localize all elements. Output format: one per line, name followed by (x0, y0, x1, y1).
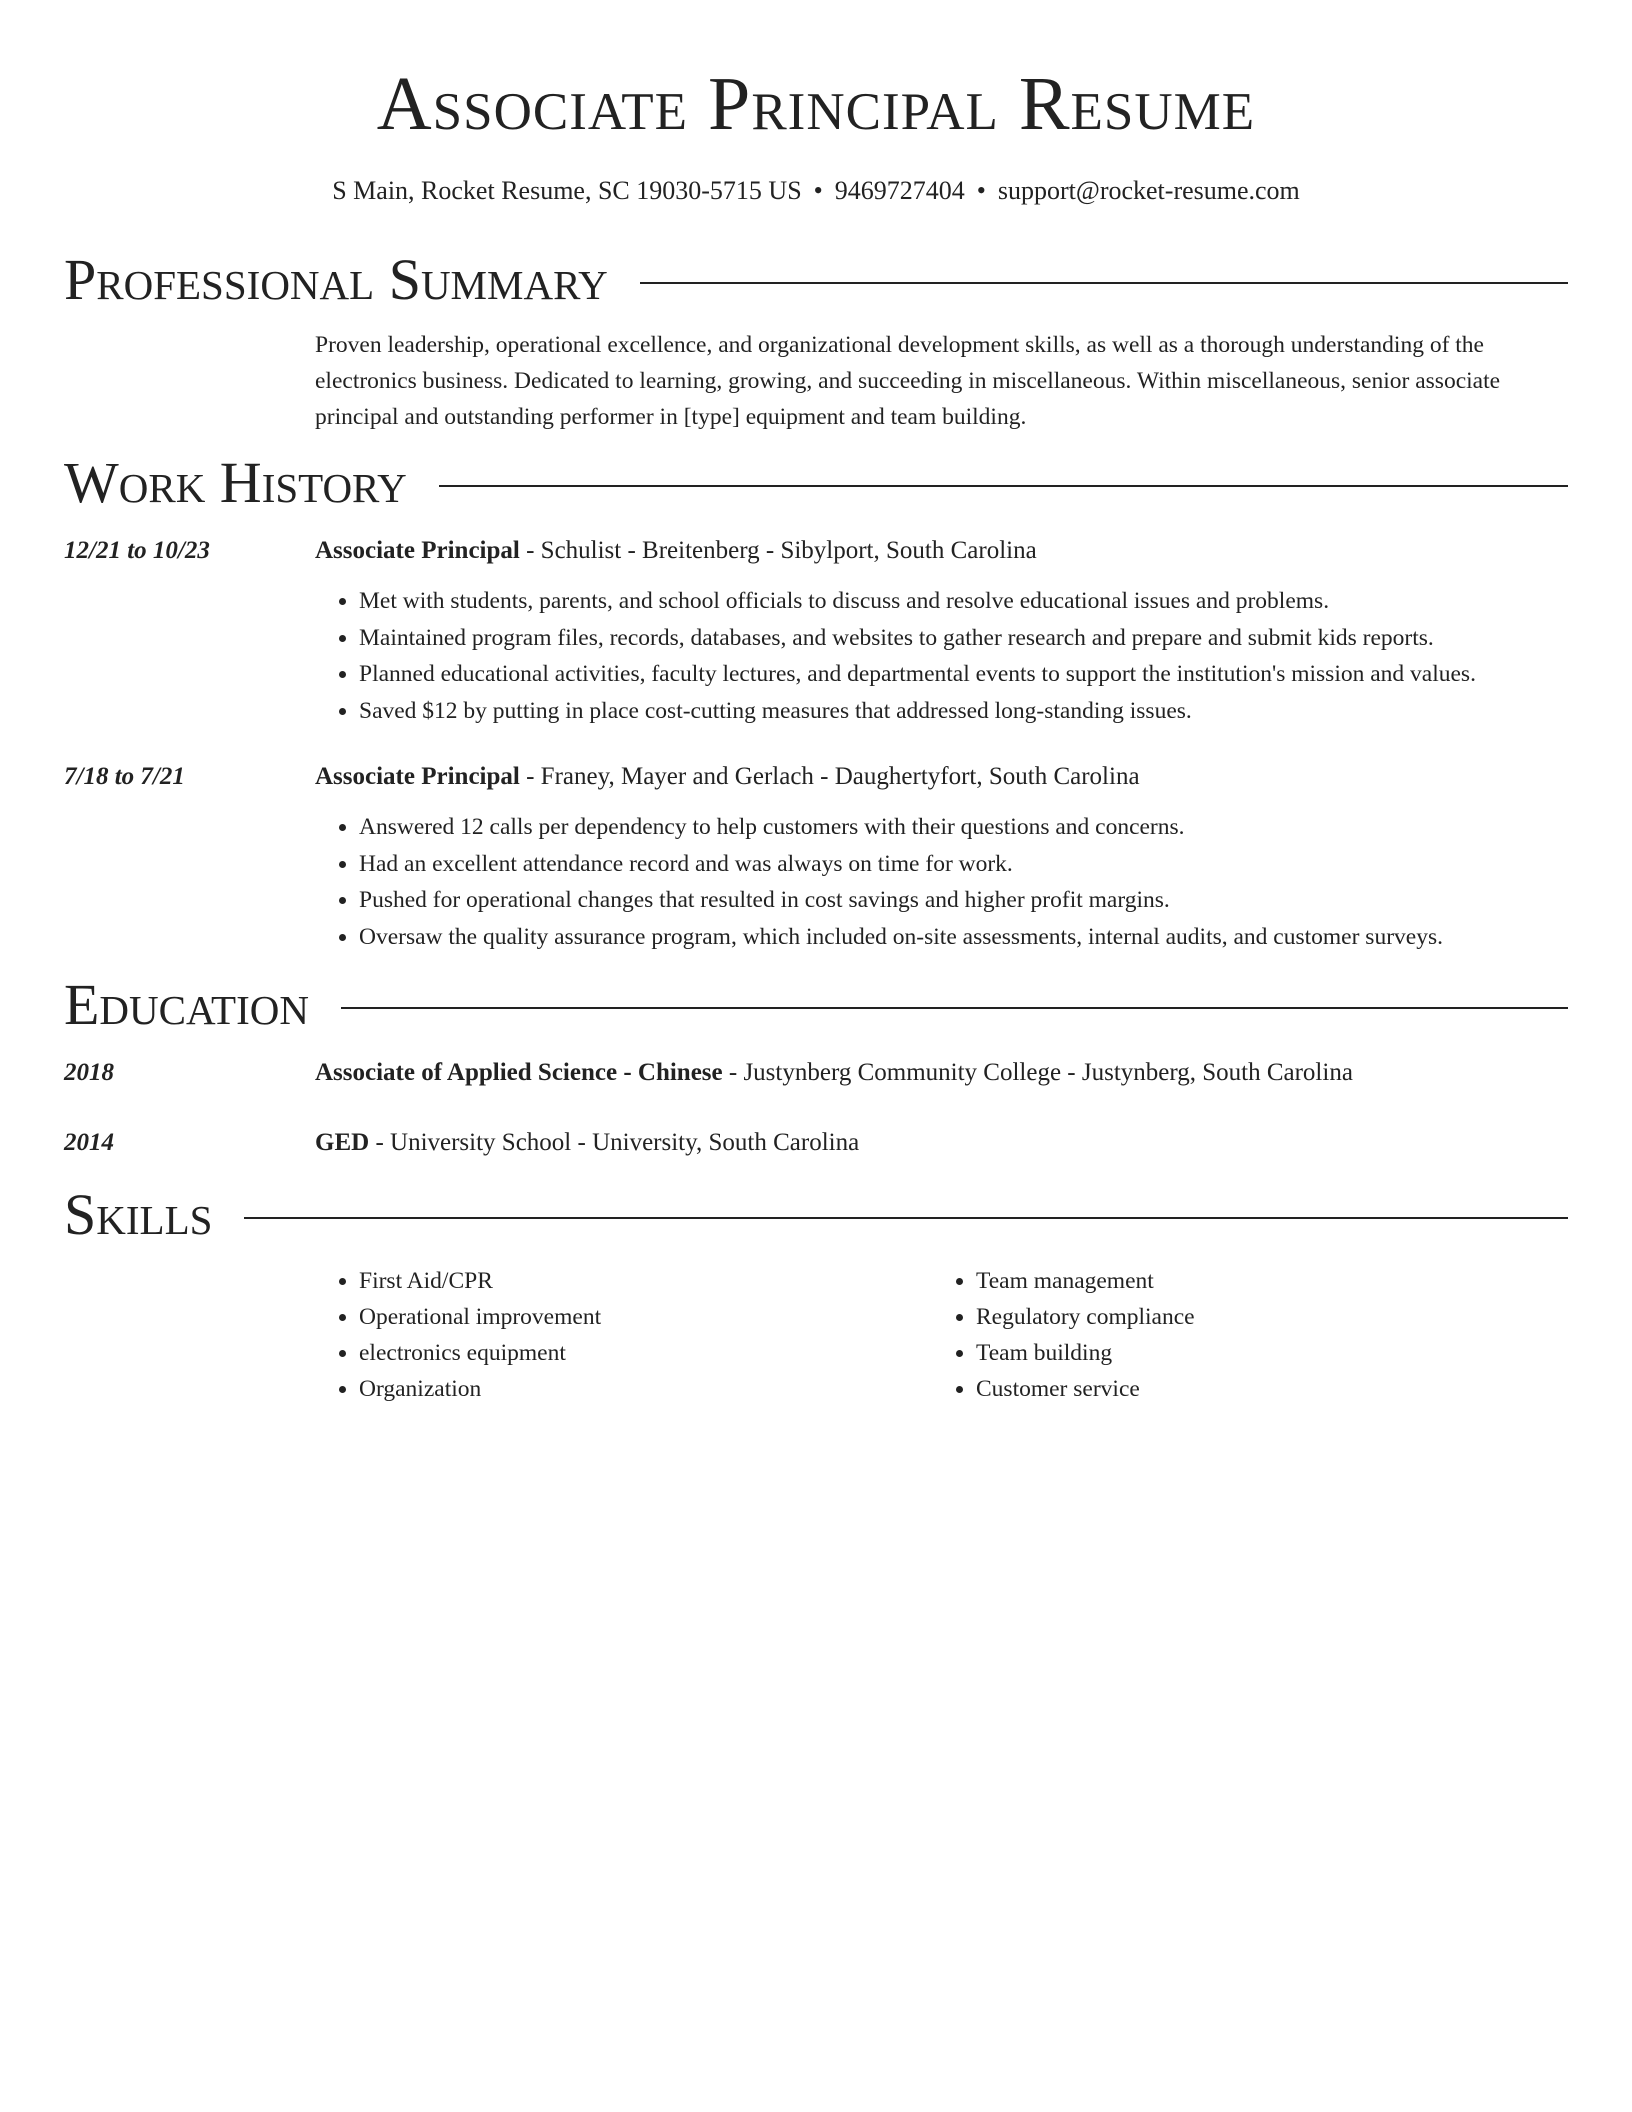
skill-item: • First Aid/CPR (359, 1263, 932, 1299)
job-dates: 12/21 to 10/23 (64, 537, 210, 564)
contact-separator: • (976, 176, 986, 205)
list-item: • Oversaw the quality assurance program, which included on-site assessments, internal audits, and customer surveys. (359, 919, 1568, 956)
list-item: • Saved $12 by putting in place cost-cutting measures that addressed long-standing issues. (359, 693, 1568, 730)
job-title-line (315, 759, 1568, 795)
education-entry (64, 1125, 1568, 1161)
skill-item: • Team building (976, 1335, 1549, 1371)
resume-page (64, 0, 1568, 1407)
work-heading: Work History (64, 450, 407, 515)
job-employer: - Franey, Mayer and Gerlach - Daughertyfort, South Carolina (519, 763, 1140, 790)
skills-list (315, 1263, 1568, 1407)
contact-email: support@rocket-resume.com (997, 176, 1300, 205)
summary-heading: Professional Summary (64, 247, 608, 312)
job-dates: 7/18 to 7/21 (64, 763, 185, 790)
job-title: Associate Principal (315, 537, 520, 564)
job-details (315, 759, 1568, 955)
education-degree: GED (315, 1129, 370, 1156)
list-item: • Pushed for operational changes that resulted in cost savings and higher profit margins. (359, 882, 1568, 919)
list-item: • Planned educational activities, faculty lectures, and departmental events to support the institution's mission and values. (359, 656, 1568, 693)
list-item: • Met with students, parents, and school officials to discuss and resolve educational issues and problems. (359, 583, 1568, 620)
section-divider (439, 485, 1568, 487)
job-entry (64, 759, 1568, 955)
section-divider (640, 282, 1568, 284)
job-title-line (315, 533, 1568, 569)
work-section-header (64, 447, 1568, 519)
job-entry (64, 533, 1568, 729)
skills-heading: Skills (64, 1182, 213, 1247)
education-year: 2014 (64, 1129, 114, 1156)
education-details (315, 1055, 1568, 1091)
education-section-header (64, 969, 1568, 1041)
skill-item: • Operational improvement (359, 1299, 932, 1335)
skill-item: • electronics equipment (359, 1335, 932, 1371)
contact-address: S Main, Rocket Resume, SC 19030-5715 US (332, 176, 802, 205)
education-degree: Associate of Applied Science - Chinese (315, 1059, 723, 1086)
list-item: • Maintained program files, records, databases, and websites to gather research and prepare and submit kids reports. (359, 620, 1568, 657)
list-item: • Had an excellent attendance record and was always on time for work. (359, 846, 1568, 883)
section-divider (244, 1217, 1568, 1219)
skills-column-left (315, 1263, 932, 1407)
summary-text: Proven leadership, operational excellence, and organizational development skills, as well as a thorough understanding of the electronics business. Dedicated to learning, growing, and succeeding in miscellaneous. Within miscellaneous, senior associate principal and outstanding performer in [type] equipment and team building. (315, 332, 1501, 430)
education-details (315, 1125, 1568, 1161)
section-divider (341, 1007, 1568, 1009)
skill-item: • Regulatory compliance (976, 1299, 1549, 1335)
contact-phone: 9469727404 (834, 176, 965, 205)
education-year: 2018 (64, 1059, 114, 1086)
skill-item: • Team management (976, 1263, 1549, 1299)
resume-title: Associate Principal Resume (376, 62, 1256, 146)
list-item: • Answered 12 calls per dependency to help customers with their questions and concerns. (359, 809, 1568, 846)
education-school: - University School - University, South Carolina (369, 1129, 860, 1156)
education-line (315, 1125, 1568, 1161)
summary-section-header (64, 244, 1568, 316)
skills-column-right (932, 1263, 1549, 1407)
contact-separator: • (813, 176, 823, 205)
job-bullets (315, 583, 1568, 729)
job-title: Associate Principal (315, 763, 520, 790)
education-line (315, 1055, 1568, 1091)
skills-section-header (64, 1179, 1568, 1251)
education-school: - Justynberg Community College - Justynberg, South Carolina (722, 1059, 1353, 1086)
job-details (315, 533, 1568, 729)
education-entry (64, 1055, 1568, 1091)
skill-item: • Customer service (976, 1371, 1549, 1407)
job-bullets (315, 809, 1568, 955)
education-heading: Education (64, 972, 309, 1037)
job-employer: - Schulist - Breitenberg - Sibylport, South Carolina (519, 537, 1037, 564)
contact-line (64, 174, 1568, 208)
skill-item: • Organization (359, 1371, 932, 1407)
